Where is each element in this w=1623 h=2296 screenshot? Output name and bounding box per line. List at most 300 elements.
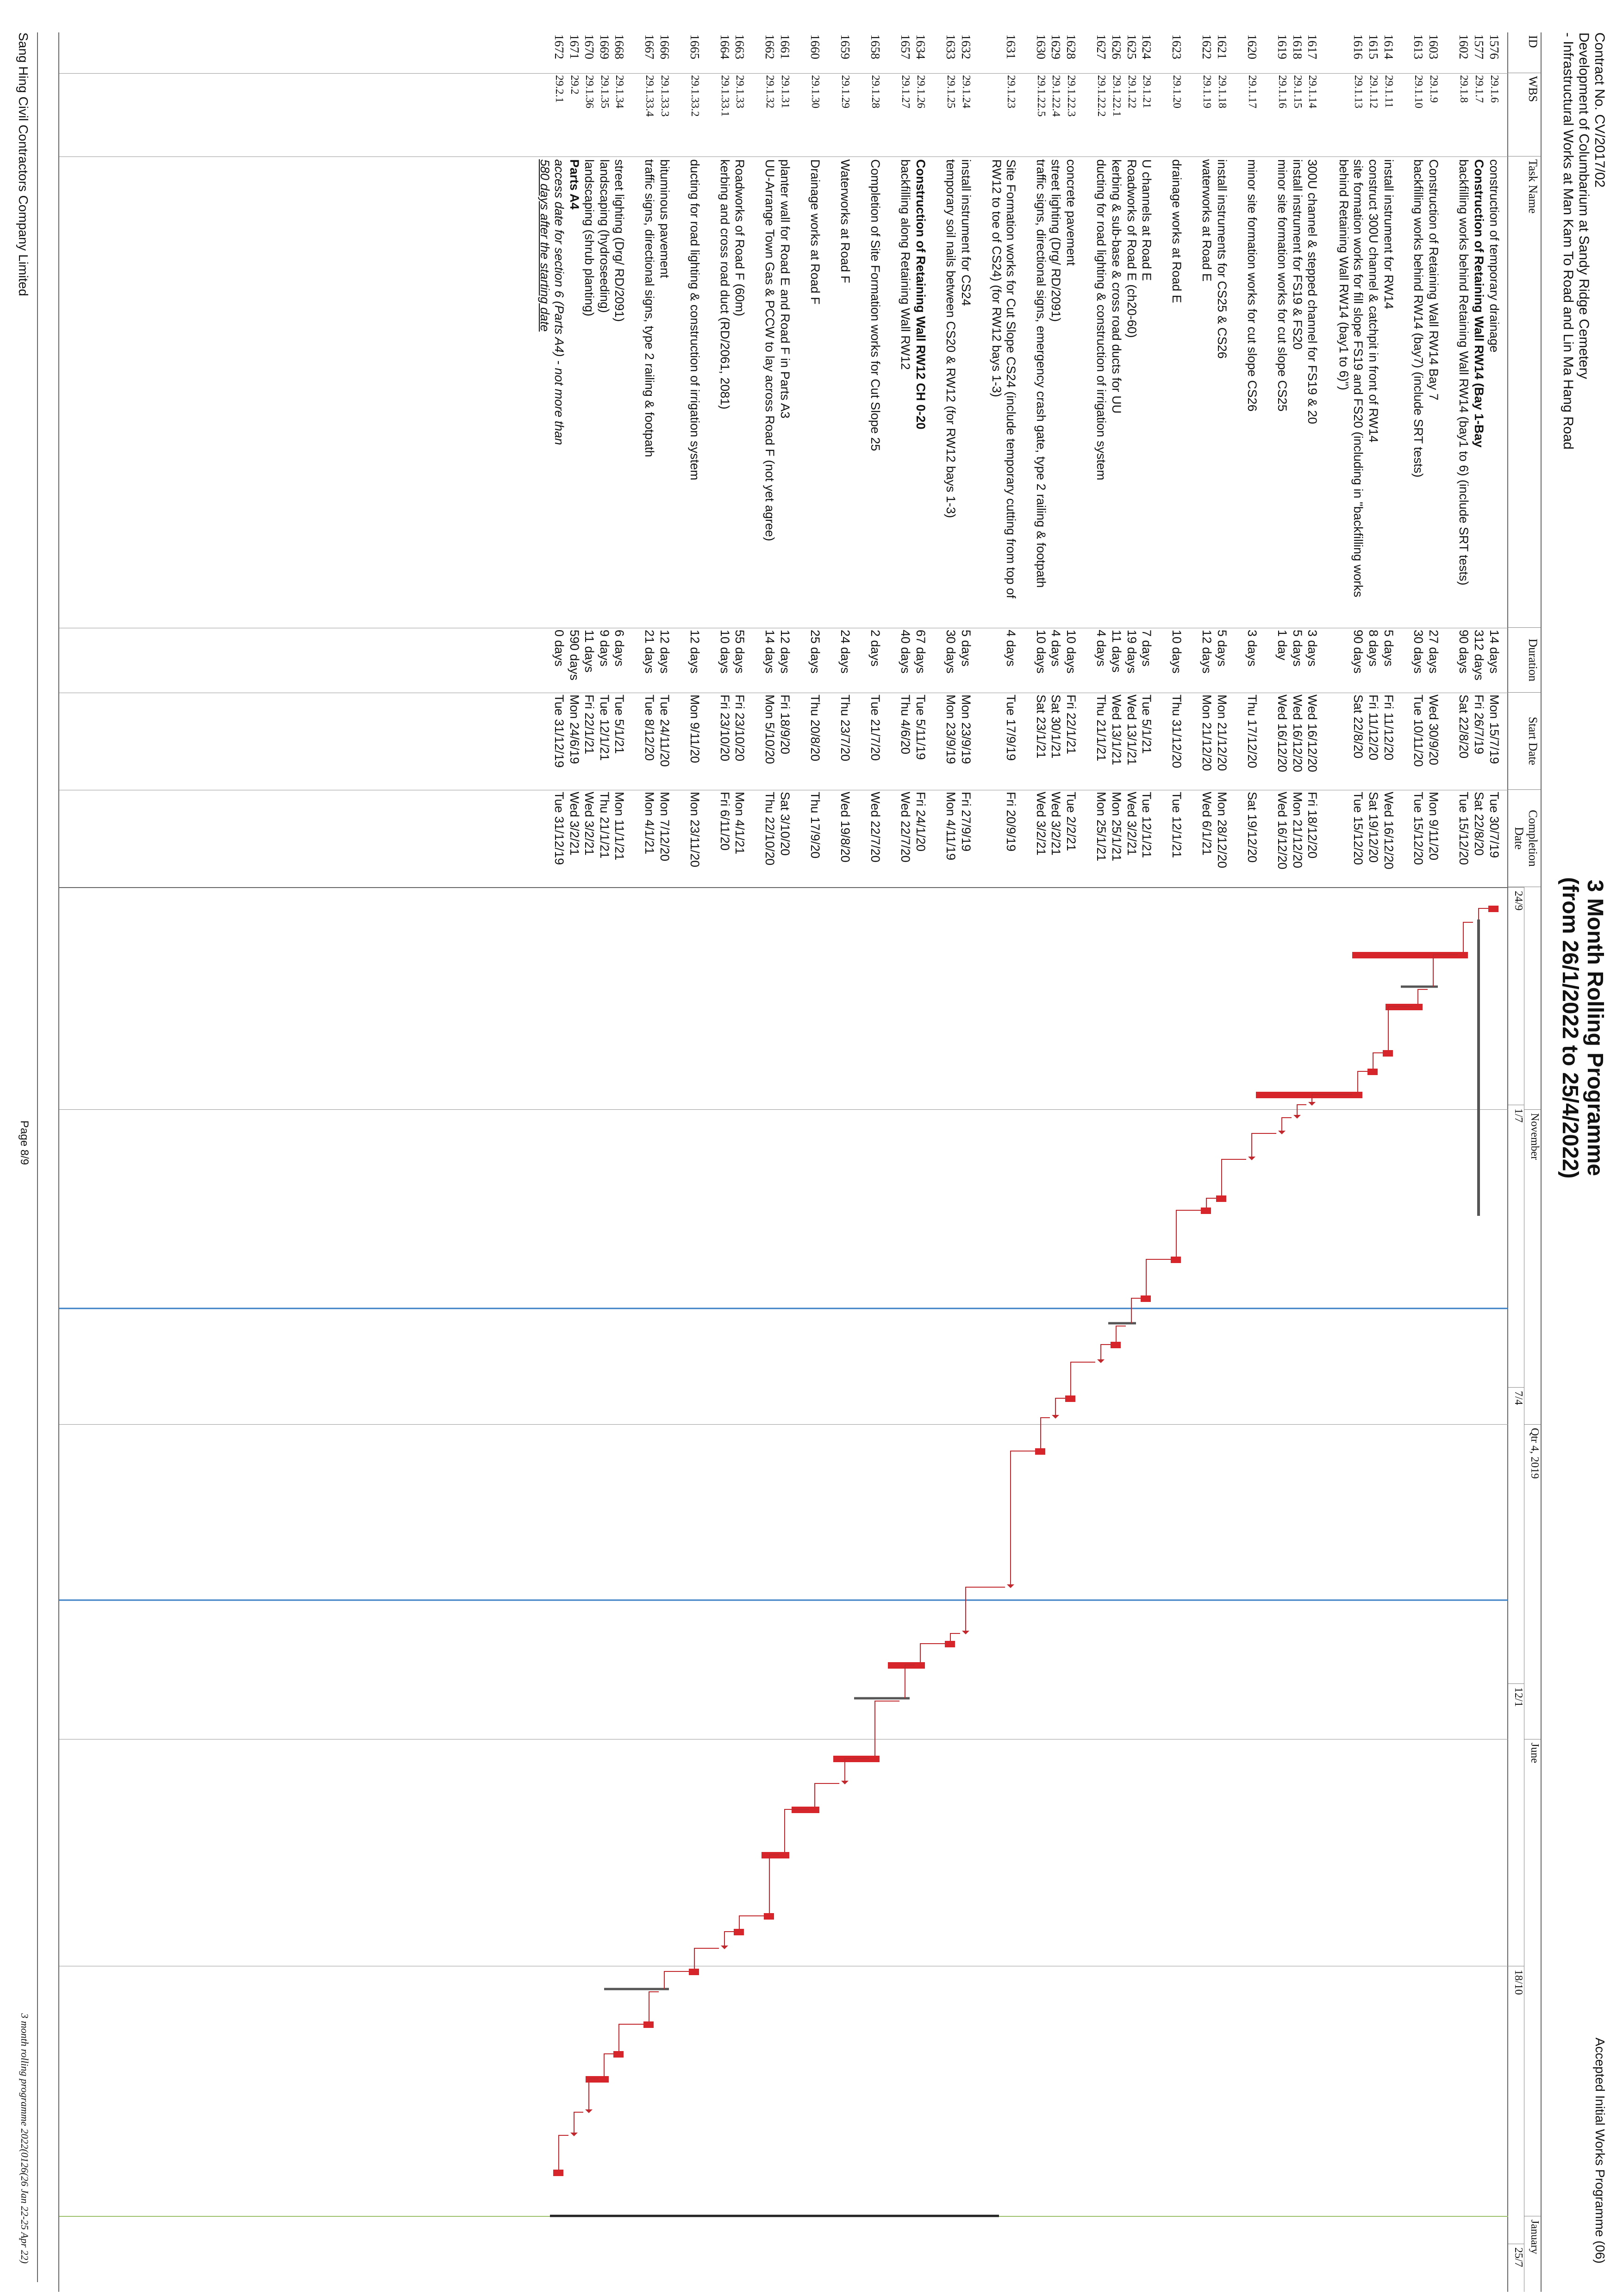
dependency-link [1011, 1451, 1035, 1584]
table-row [566, 32, 581, 887]
timescale-bottom-label: 24/9 [1512, 891, 1524, 911]
timescale-top-label: Qtr 4, 2019 [1529, 1428, 1541, 1479]
task-duration: 0 days [552, 630, 566, 667]
task-name: Drainage works at Road F [808, 159, 822, 305]
task-name: minor site formation works for cut slope CS26 [1245, 159, 1259, 412]
task-id: 1577 [1472, 34, 1486, 59]
task-name: Parts A4 [568, 159, 581, 210]
task-duration: 2 days [868, 630, 882, 667]
task-completion-date: Tue 30/7/19 [1487, 792, 1501, 858]
table-row [1410, 32, 1425, 887]
task-wbs: 29.1.16 [1276, 75, 1288, 108]
link-arrow [721, 1946, 728, 1949]
task-id: 1625 [1125, 34, 1139, 59]
task-id: 1672 [552, 34, 566, 59]
table-row [1108, 32, 1124, 887]
task-id: 1671 [568, 34, 581, 59]
task-wbs: 29.1.7 [1473, 75, 1485, 103]
task-start-date: Tue 8/12/20 [643, 694, 656, 761]
task-id: 1662 [763, 34, 777, 59]
task-id: 1624 [1140, 34, 1154, 59]
table-row [776, 32, 792, 887]
task-start-date: Fri 23/10/20 [718, 694, 732, 762]
task-bar [689, 1969, 699, 1975]
table-row [761, 32, 777, 887]
table-row [581, 32, 596, 887]
col-wbs: WBS [1508, 73, 1541, 156]
task-completion-date: Wed 3/2/21 [1034, 792, 1048, 856]
task-completion-date: Wed 16/12/20 [1275, 792, 1289, 870]
task-completion-date: Fri 27/9/19 [959, 792, 973, 852]
task-start-date: Wed 16/12/20 [1291, 694, 1305, 772]
task-wbs: 29.1.12 [1367, 75, 1380, 108]
task-id: 1621 [1215, 34, 1229, 59]
task-duration: 5 days [1382, 630, 1396, 667]
task-completion-date: Fri 6/11/20 [718, 792, 732, 851]
dependency-link [769, 1855, 779, 1913]
task-name: kerbing & sub-base & cross road ducts for UU [1110, 159, 1124, 414]
task-id: 1669 [598, 34, 612, 59]
dependency-link [1116, 1326, 1126, 1342]
footer-file: 3 month rolling programme 2022(0126(26 Jan 22-25 Apr 22) [19, 2013, 31, 2264]
task-id: 1626 [1110, 34, 1124, 59]
task-id: 1602 [1457, 34, 1471, 59]
task-completion-date: Wed 22/7/20 [868, 792, 882, 863]
dependency-link [966, 1587, 1005, 1631]
task-name: construct 300U channel & catchpit in front of RW14 [1367, 159, 1380, 443]
task-start-date: Tue 17/9/19 [1004, 694, 1018, 761]
task-duration: 5 days [1215, 630, 1229, 667]
dependency-link [574, 2112, 583, 2133]
task-id: 1622 [1200, 34, 1214, 59]
task-completion-date: Mon 4/1/21 [733, 792, 747, 855]
task-duration: 5 days [959, 630, 973, 667]
task-name: Roadworks of Road F (60m) [733, 159, 747, 317]
table-row [1138, 32, 1154, 887]
task-wbs: 29.1.15 [1292, 75, 1304, 108]
task-wbs: 29.1.19 [1201, 75, 1213, 108]
task-wbs: 29.1.34 [613, 75, 625, 108]
dependency-link [1041, 1418, 1050, 1448]
task-wbs: 29.1.26 [915, 75, 927, 108]
task-start-date: Wed 30/9/20 [1427, 694, 1441, 765]
task-name: Construction of Retaining Wall RW14 Bay 7 [1427, 159, 1441, 400]
table-row [1289, 32, 1305, 887]
task-duration: 10 days [1064, 630, 1078, 674]
task-name: concrete pavement [1064, 159, 1078, 266]
table-row [538, 32, 566, 887]
task-bar [1383, 1050, 1393, 1057]
task-start-date: Tue 21/7/20 [868, 694, 882, 761]
task-completion-date: Thu 21/1/21 [598, 792, 612, 859]
task-name: street lighting (Drg/ RD/2091) [612, 159, 626, 322]
task-name: temporary soil nails between CS20 & RW12 (for RW12 bays 1-3) [944, 159, 958, 518]
dependency-link [559, 2135, 568, 2170]
task-start-date: Fri 22/1/21 [1064, 694, 1078, 755]
task-name: install instrument for RW14 [1382, 159, 1396, 309]
task-completion-date: Wed 3/2/21 [1125, 792, 1139, 856]
task-wbs: 29.1.17 [1246, 75, 1258, 108]
task-duration: 10 days [1034, 630, 1048, 674]
task-start-date: Fri 18/9/20 [778, 694, 792, 755]
task-duration: 12 days [658, 630, 672, 674]
table-row [1047, 32, 1063, 887]
task-start-date: Tue 10/11/20 [1411, 694, 1425, 767]
task-id: 1576 [1487, 34, 1501, 59]
task-name: backfilling along Retaining Wall RW12 [899, 159, 912, 370]
task-id: 1665 [688, 34, 702, 59]
task-duration: 21 days [643, 630, 656, 674]
task-id: 1619 [1275, 34, 1289, 59]
dependency-link [1373, 1053, 1383, 1069]
link-arrow [1097, 1359, 1105, 1363]
task-start-date: Tue 5/1/21 [612, 694, 626, 754]
dependency-link [905, 1665, 915, 1698]
table-row [1365, 32, 1380, 887]
dependency-link [589, 2079, 599, 2109]
column-header-row [1507, 32, 1542, 2292]
dependency-link [724, 1932, 734, 1946]
task-id: 1659 [838, 34, 852, 59]
title-line-2: (from 26/1/2022 to 25/4/2022) [1558, 877, 1582, 1179]
dependency-link [950, 1633, 960, 1641]
task-wbs: 29.1.33.4 [643, 75, 655, 117]
task-completion-date: Mon 4/11/19 [944, 792, 958, 861]
task-wbs: 29.1.20 [1171, 75, 1183, 108]
task-id: 1613 [1411, 34, 1425, 59]
task-duration: 24 days [838, 630, 852, 674]
task-name: U channels at Road E [1140, 159, 1154, 281]
dependency-link [785, 1809, 809, 1852]
title-line-1: 3 Month Rolling Programme [1583, 879, 1607, 1176]
tick [1524, 1424, 1541, 1425]
table-row [1243, 32, 1259, 887]
tick [1508, 887, 1524, 888]
task-completion-date: Wed 19/8/20 [838, 792, 852, 863]
task-completion-date: Thu 22/10/20 [763, 792, 777, 866]
dependency-link [1071, 1362, 1095, 1395]
task-duration: 67 days [914, 630, 928, 674]
task-wbs: 29.1.27 [899, 75, 911, 108]
dependency-link [619, 2024, 643, 2051]
task-id: 1628 [1064, 34, 1078, 59]
task-name: planter wall for Road E and Road F in Parts A3 [778, 159, 792, 419]
project-header [1560, 32, 1607, 727]
table-row [716, 32, 732, 887]
table-row [686, 32, 702, 887]
task-bar [643, 2021, 654, 2028]
col-id: ID [1508, 32, 1541, 73]
task-wbs: 29.2.1 [553, 75, 565, 103]
task-wbs: 29.1.36 [583, 75, 595, 108]
link-arrow [1007, 1584, 1014, 1588]
dependency-link [1206, 1198, 1216, 1207]
task-start-date: Mon 23/9/19 [959, 694, 973, 764]
dependency-link [815, 1783, 839, 1807]
task-completion-date: Tue 31/12/19 [552, 792, 566, 865]
dependency-link [1297, 1105, 1306, 1115]
task-duration: 14 days [763, 630, 777, 674]
table-row [1337, 32, 1365, 887]
task-start-date: Thu 4/6/20 [899, 694, 912, 755]
task-duration: 8 days [1367, 630, 1380, 667]
task-id: 1660 [808, 34, 822, 59]
task-bar [734, 1929, 744, 1935]
task-wbs: 29.1.25 [945, 75, 957, 108]
task-id: 1631 [1004, 34, 1018, 59]
task-wbs: 29.1.11 [1383, 75, 1395, 108]
task-id: 1661 [778, 34, 792, 59]
task-duration: 90 days [1351, 630, 1365, 674]
task-name: ducting for road lighting & construction of irrigation system [1094, 159, 1108, 481]
task-duration: 6 days [612, 630, 626, 667]
task-completion-date: Sat 22/8/20 [1472, 792, 1486, 856]
task-duration: 14 days [1487, 630, 1501, 674]
task-bar [613, 2051, 624, 2058]
task-id: 1615 [1367, 34, 1380, 59]
task-completion-date: Tue 15/12/20 [1411, 792, 1425, 865]
task-start-date: Mon 24/6/19 [568, 694, 581, 764]
table-row [656, 32, 672, 887]
dependency-link [1463, 922, 1473, 952]
task-completion-date: Mon 23/11/20 [688, 792, 702, 868]
timescale [1508, 887, 1541, 2292]
task-start-date: Mon 21/12/20 [1200, 694, 1214, 771]
link-arrow [1052, 1415, 1059, 1419]
task-name: bituminous pavement [658, 159, 672, 278]
table-row [1198, 32, 1214, 887]
link-arrow [1278, 1131, 1286, 1134]
task-duration: 10 days [718, 630, 732, 674]
table-row [1213, 32, 1229, 887]
timescale-bottom-label: 12/1 [1512, 1687, 1524, 1707]
task-start-date: Wed 16/12/20 [1305, 694, 1319, 772]
dependency-link [739, 1916, 764, 1929]
task-completion-date: Mon 21/12/20 [1291, 792, 1305, 869]
task-start-date: Sat 23/1/21 [1034, 694, 1048, 759]
task-wbs: 29.1.33.2 [689, 75, 701, 117]
task-duration: 4 days [1094, 630, 1108, 667]
task-id: 1664 [718, 34, 732, 59]
dependency-link [1146, 1259, 1171, 1295]
task-duration: 590 days [568, 630, 581, 681]
task-completion-date: Wed 16/12/20 [1382, 792, 1396, 870]
task-wbs: 29.1.21 [1141, 75, 1153, 108]
task-name: street lighting (Drg/ RD/2091) [1049, 159, 1063, 322]
task-wbs: 29.1.22 [1126, 75, 1138, 108]
task-name: install instrument for FS19 & FS20 [1291, 159, 1305, 350]
col-start-date: Start Date [1508, 693, 1541, 790]
task-completion-date: Fri 24/1/20 [914, 792, 928, 852]
task-duration: 4 days [1049, 630, 1063, 667]
task-bar [1065, 1395, 1075, 1402]
task-table [58, 32, 1508, 2292]
task-wbs: 29.1.22.3 [1065, 75, 1077, 117]
task-name: Completion of Site Formation works for Cut Slope 25 [868, 159, 882, 451]
task-id: 1618 [1291, 34, 1305, 59]
task-wbs: 29.1.14 [1306, 75, 1318, 108]
task-completion-date: Tue 12/1/21 [1170, 792, 1184, 858]
task-duration: 3 days [1305, 630, 1319, 667]
link-arrow [841, 1781, 849, 1784]
task-id: 1634 [914, 34, 928, 59]
footer-page: Page 8/9 [18, 1120, 31, 1165]
task-id: 1617 [1305, 34, 1319, 59]
task-bar [945, 1641, 955, 1647]
col-task-name: Task Name [1508, 156, 1541, 628]
timescale-bottom-label: 18/10 [1512, 1970, 1524, 1995]
col-duration: Duration [1508, 628, 1541, 693]
task-duration: 12 days [1200, 630, 1214, 674]
task-wbs: 29.1.22.5 [1035, 75, 1047, 117]
task-completion-date: Sat 19/12/20 [1245, 792, 1259, 863]
task-id: 1663 [733, 34, 747, 59]
table-row [1273, 32, 1289, 887]
task-id: 1668 [612, 34, 626, 59]
task-duration: 10 days [1170, 630, 1184, 674]
task-completion-date: Mon 25/1/21 [1110, 792, 1124, 862]
table-row [1470, 32, 1486, 887]
task-start-date: Tue 24/11/20 [658, 694, 672, 767]
table-row [806, 32, 822, 887]
task-name: install instruments for CS25 & CS26 [1215, 159, 1229, 359]
task-start-date: Fri 11/12/20 [1367, 694, 1380, 761]
task-duration: 9 days [598, 630, 612, 667]
task-bar [764, 1913, 774, 1920]
task-start-date: Tue 5/11/19 [914, 694, 928, 760]
task-duration: 12 days [778, 630, 792, 674]
task-name: site formation works for fill slope FS19 and FS20 (including in "backfilling works behind Retaining Wall RW14 (bay1 to 6)") [1337, 159, 1365, 597]
tick [1508, 1387, 1524, 1388]
task-completion-date: Tue 15/12/20 [1457, 792, 1471, 865]
task-bar [1201, 1207, 1211, 1214]
task-name: UU-Arrange Town Gas & PCCW to lay across Road F (not yet agree) [763, 159, 777, 541]
task-start-date: Thu 20/8/20 [808, 694, 822, 762]
task-start-date: Tue 5/1/21 [1140, 694, 1154, 754]
task-start-date: Fri 26/7/19 [1472, 694, 1486, 755]
task-completion-date: Fri 18/12/20 [1305, 792, 1319, 859]
col-completion-date [1508, 790, 1541, 887]
task-duration: 12 days [688, 630, 702, 674]
task-name: 300U channel & stepped channel for FS19 & 20 [1305, 159, 1319, 424]
dependency-link [1388, 1007, 1412, 1050]
table-row [1380, 32, 1396, 887]
task-completion-date: Sat 19/12/20 [1367, 792, 1380, 863]
task-completion-date: Mon 25/1/21 [1094, 792, 1108, 862]
dependency-link [1131, 1298, 1141, 1323]
task-wbs: 29.1.29 [839, 75, 851, 108]
table-row [836, 32, 852, 887]
task-completion-date: Mon 4/1/21 [643, 792, 656, 855]
task-wbs: 29.1.18 [1216, 75, 1228, 108]
task-wbs: 29.2 [568, 75, 581, 94]
task-start-date: Thu 23/7/20 [838, 694, 852, 762]
col-completion-line2: Date [1512, 826, 1526, 850]
link-arrow [570, 2133, 578, 2136]
task-duration: 19 days [1125, 630, 1139, 674]
link-arrow [1308, 1102, 1316, 1106]
dependency-link [1101, 1345, 1111, 1359]
task-start-date: Sat 22/8/20 [1351, 694, 1365, 759]
task-wbs: 29.1.33 [734, 75, 746, 108]
dependency-link [1282, 1118, 1292, 1131]
dependency-link [694, 1948, 719, 1969]
task-wbs: 29.1.28 [869, 75, 881, 108]
task-start-date: Fri 22/1/21 [582, 694, 596, 755]
task-wbs: 29.1.10 [1412, 75, 1424, 108]
task-id: 1666 [658, 34, 672, 59]
task-completion-date: Tue 2/2/21 [1064, 792, 1078, 851]
task-completion-date: Mon 11/1/21 [612, 792, 626, 861]
task-start-date: Mon 23/9/19 [944, 694, 958, 764]
task-completion-date: Wed 3/2/21 [1049, 792, 1063, 856]
task-wbs: 29.1.22.4 [1050, 75, 1062, 117]
project-scope: - Infrastructural Works at Man Kam To Road and Lin Ma Hang Road [1561, 32, 1576, 450]
task-start-date: Tue 12/1/21 [598, 694, 612, 761]
link-arrow [962, 1631, 969, 1634]
task-name: access date for section 6 (Parts A4) - not more than 580 days after the starting date [537, 159, 566, 627]
task-wbs: 29.1.22.1 [1111, 75, 1123, 117]
task-start-date: Wed 13/1/21 [1125, 694, 1139, 765]
col-completion-line1: Completion [1526, 810, 1540, 867]
task-wbs: 29.1.24 [960, 75, 972, 108]
task-wbs: 29.1.13 [1352, 75, 1364, 108]
tick [1524, 1109, 1541, 1110]
dependency-link [604, 2054, 613, 2076]
task-wbs: 29.1.6 [1488, 75, 1500, 103]
link-arrow [1293, 1115, 1301, 1119]
table-row [942, 32, 958, 887]
task-bar [1367, 1069, 1378, 1075]
task-wbs: 29.1.32 [764, 75, 776, 108]
task-name: traffic signs, directional signs, emergency crash gate, type 2 railing & footpath [1034, 159, 1048, 588]
dependency-link [1418, 989, 1428, 1004]
task-name: landscaping (hydroseeding) [598, 159, 612, 313]
task-id: 1667 [643, 34, 656, 59]
footer-rule [37, 32, 38, 2282]
dependency-link [649, 1992, 659, 2021]
task-name: drainage works at Road E [1170, 159, 1184, 303]
task-id: 1670 [582, 34, 596, 59]
task-name: ducting for road lighting & construction of irrigation system [688, 159, 702, 481]
accepted-programme-label: Accepted Initial Works Programme (06) [1593, 2037, 1607, 2264]
task-completion-date: Tue 15/12/20 [1351, 792, 1365, 865]
task-start-date: Fri 11/12/20 [1382, 694, 1396, 761]
task-start-date: Thu 31/12/20 [1170, 694, 1184, 769]
timescale-bottom-label: 25/7 [1512, 2247, 1524, 2267]
task-duration: 11 days [1110, 630, 1124, 673]
task-wbs: 29.1.33.1 [719, 75, 731, 117]
task-start-date: Mon 15/7/19 [1487, 694, 1501, 764]
dependency-link [1222, 1159, 1246, 1195]
task-start-date: Tue 31/12/19 [552, 694, 566, 768]
task-name: minor site formation works for cut slope CS25 [1275, 159, 1289, 412]
task-start-date: Sat 22/8/20 [1457, 694, 1471, 759]
dependency-link [1433, 955, 1458, 987]
task-name: landscaping (shrub planting) [582, 159, 596, 317]
task-name: Roadworks of Road E (ch20-60) [1125, 159, 1139, 338]
timescale-bottom-label: 7/4 [1512, 1391, 1524, 1405]
task-duration: 11 days [582, 630, 596, 673]
table-row [1486, 32, 1501, 887]
dependency-link [664, 1971, 689, 1989]
task-id: 1630 [1034, 34, 1048, 59]
project-name: Development of Columbarium at Sandy Ridge Cemetery [1576, 32, 1592, 379]
task-id: 1629 [1049, 34, 1063, 59]
task-wbs: 29.1.23 [1005, 75, 1017, 108]
table-row [1123, 32, 1139, 887]
task-id: 1627 [1094, 34, 1108, 59]
